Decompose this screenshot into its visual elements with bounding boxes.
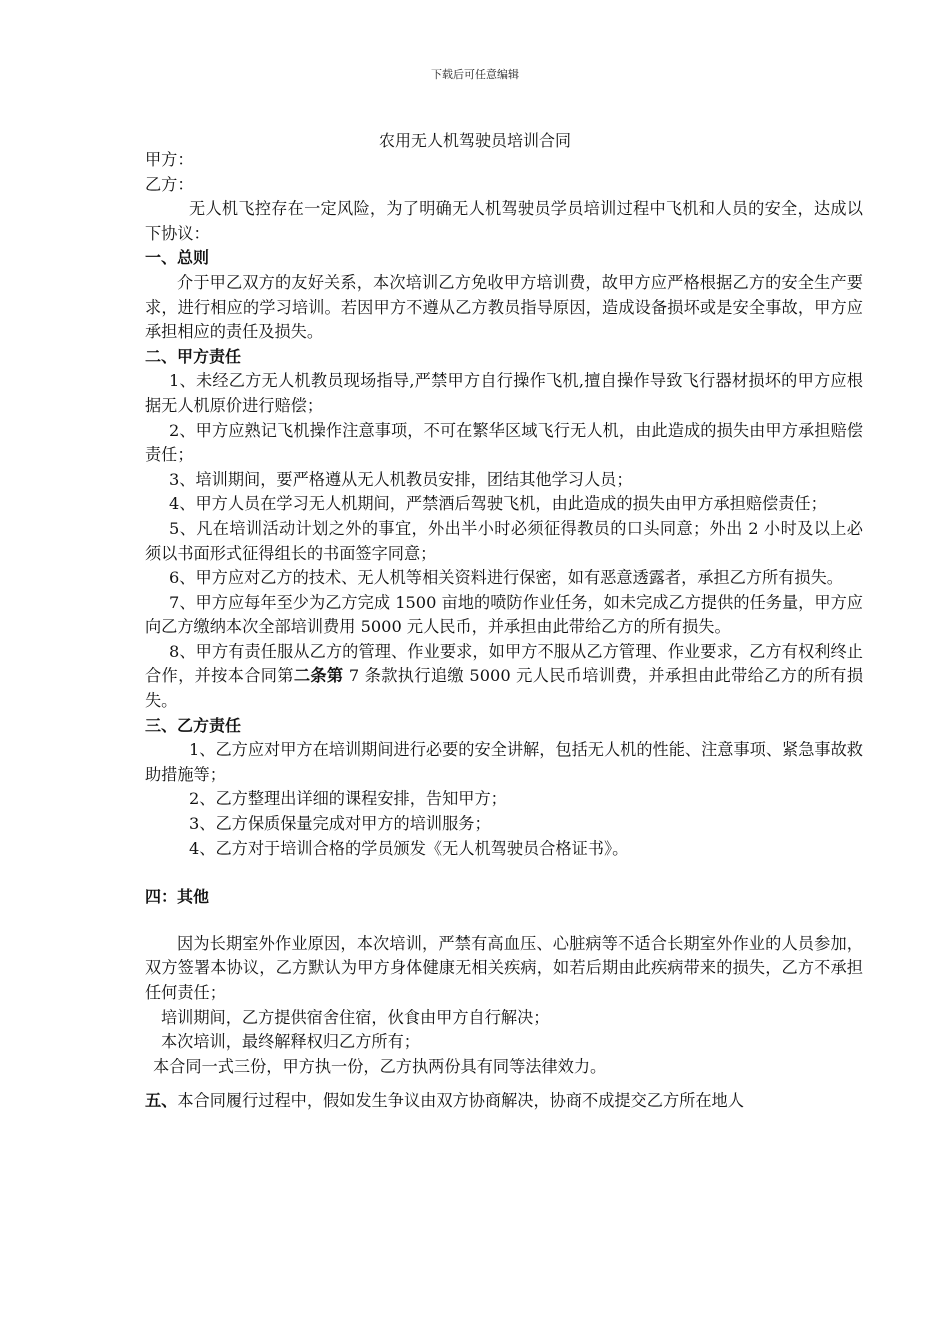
spacer [145, 910, 863, 932]
section-2-item: 2、甲方应熟记飞机操作注意事项，不可在繁华区域飞行无人机，由此造成的损失由甲方承担赔偿责任； [145, 420, 863, 465]
document-title: 农用无人机驾驶员培训合同 [378, 131, 571, 150]
section-2-item: 6、甲方应对乙方的技术、无人机等相关资料进行保密，如有恶意透露者，承担乙方所有损失。 [169, 568, 843, 588]
spacer [145, 861, 863, 885]
item-8-bold-ref: 二条第 [293, 666, 344, 686]
section-2-item: 1、未经乙方无人机教员现场指导,严禁甲方自行操作飞机,擅自操作导致飞行器材损坏的甲方应根据无人机原价进行赔偿； [145, 371, 863, 415]
intro-paragraph: 无人机飞控存在一定风险，为了明确无人机驾驶员学员培训过程中飞机和人员的安全，达成以下协议： [145, 199, 863, 243]
section-2-heading: 二、甲方责任 [145, 346, 242, 366]
section-4-paragraph: 本次培训，最终解释权归乙方所有； [161, 1032, 420, 1052]
header-note: 下载后可任意编辑 [431, 68, 519, 81]
party-a-label: 甲方： [145, 150, 194, 169]
section-3-item: 3、乙方保质保量完成对甲方的培训服务； [189, 814, 491, 834]
item-8-text-post: 7 条款执行追缴 5000 元人民币培训费，并承担由此带给乙方的所有损失。 [145, 666, 864, 711]
section-3-item: 4、乙方对于培训合格的学员颁发《无人机驾驶员合格证书》。 [189, 838, 629, 858]
section-4-paragraph: 培训期间，乙方提供宿舍住宿，伙食由甲方自行解决； [161, 1007, 550, 1027]
section-2-item: 4、甲方人员在学习无人机期间，严禁酒后驾驶飞机，由此造成的损失由甲方承担赔偿责任； [169, 494, 827, 514]
section-2-item: 7、甲方应每年至少为乙方完成 1500 亩地的喷防作业任务，如未完成乙方提供的任务量，甲方应向乙方缴纳本次全部培训费用 5000 元人民币，并承担由此带给乙方的所有损失。 [145, 592, 863, 637]
section-1-paragraph: 介于甲乙双方的友好关系，本次培训乙方免收甲方培训费，故甲方应严格根据乙方的安全生产要求，进行相应的学习培训。若因甲方不遵从乙方教员指导原因，造成设备损坏或是安全事故，甲方应承担相应的责任及损失。 [145, 272, 863, 342]
section-2-item-8 [145, 640, 863, 714]
item-8-text-pre: 8、甲方有责任服从乙方的管理、作业要求，如甲方不服从乙方管理、作业要求，乙方有权利终止合作，并按本合同第 [145, 641, 863, 686]
section-5-text: 本合同履行过程中，假如发生争议由双方协商解决，协商不成提交乙方所在地人 [177, 1091, 744, 1111]
section-1-heading: 一、总则 [145, 248, 210, 268]
section-3-item: 1、乙方应对甲方在培训期间进行必要的安全讲解，包括无人机的性能、注意事项、紧急事故救助措施等； [145, 740, 863, 784]
section-3-heading: 三、乙方责任 [145, 715, 242, 735]
section-4-paragraph: 本合同一式三份，甲方执一份，乙方执两份具有同等法律效力。 [153, 1056, 607, 1076]
section-4-heading: 四：其他 [145, 887, 210, 907]
section-5-paragraph [145, 1089, 863, 1114]
section-4-paragraph: 因为长期室外作业原因，本次培训，严禁有高血压、心脏病等不适合长期室外作业的人员参加，双方签署本协议，乙方默认为甲方身体健康无相关疾病，如若后期由此疾病带来的损失，乙方不承担任何责任； [145, 933, 863, 1002]
section-2-item: 5、凡在培训活动计划之外的事宜，外出半小时必须征得教员的口头同意；外出 2 小时及以上必须以书面形式征得组长的书面签字同意； [145, 518, 863, 563]
party-b-label: 乙方： [145, 174, 194, 194]
section-5-heading: 五、 [145, 1091, 178, 1111]
section-2-item: 3、培训期间，要严格遵从无人机教员安排，团结其他学习人员； [169, 469, 633, 489]
section-3-item: 2、乙方整理出详细的课程安排，告知甲方； [189, 789, 507, 809]
document-body [145, 148, 863, 1114]
